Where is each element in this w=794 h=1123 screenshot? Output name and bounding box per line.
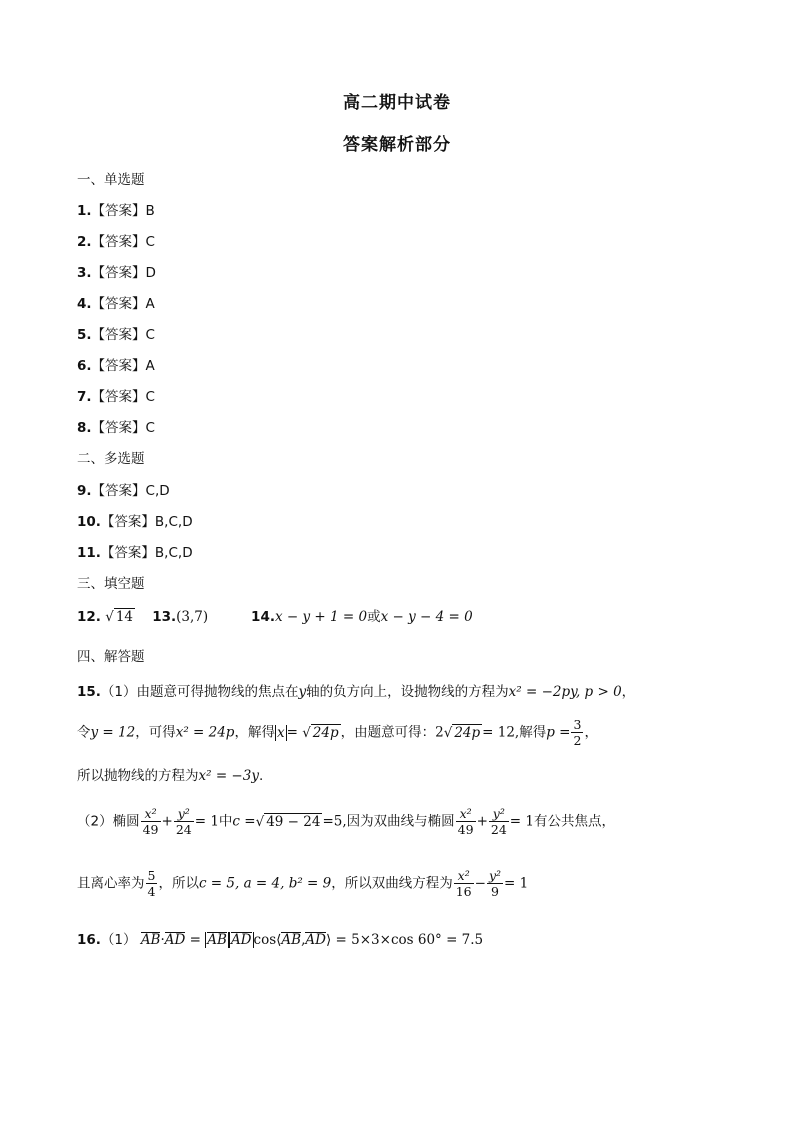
question-number: 14. <box>251 609 275 625</box>
numerator: y² <box>174 806 194 822</box>
answer-value: C <box>145 234 155 250</box>
equation: = 1 <box>194 813 219 830</box>
denominator: 9 <box>491 884 499 899</box>
answer-tag: 【答案】 <box>91 483 146 499</box>
answer-tag: 【答案】 <box>91 420 146 436</box>
vector-ab: AB <box>281 932 302 948</box>
answer-row-9 <box>77 479 170 499</box>
answer-tag: 【答案】 <box>91 358 146 374</box>
answer-row-1 <box>77 199 155 219</box>
numerator: x² <box>456 806 476 822</box>
text: 中 <box>218 813 233 830</box>
text: ，所以双曲线方程为 <box>331 875 453 892</box>
part-label: （1） <box>100 684 137 700</box>
radicand: 14 <box>115 609 134 625</box>
denominator: 2 <box>573 733 582 748</box>
sqrt-expression: √ 24p <box>443 724 481 741</box>
operator: = <box>189 932 201 948</box>
fraction <box>454 868 474 899</box>
fraction <box>489 806 509 837</box>
question-number: 6. <box>77 358 92 374</box>
text: 令 <box>77 724 91 741</box>
text: 有公共焦点， <box>534 813 615 830</box>
coefficient: 2 <box>435 724 444 741</box>
radicand: 24p <box>312 724 339 741</box>
vector-ad: AD <box>305 932 326 948</box>
numerator: y² <box>488 868 502 883</box>
fill-answers-row <box>77 605 473 625</box>
radicand: 49 − 24 <box>266 813 321 830</box>
radicand: 24p <box>454 724 481 741</box>
numerator: y² <box>489 806 509 822</box>
answer-row-10 <box>77 510 193 530</box>
equation: y = 12 <box>90 724 136 741</box>
sqrt-expression: √ 24p <box>302 724 339 741</box>
q15-line-5 <box>77 868 528 899</box>
answer-value: C <box>145 327 155 343</box>
equation: x² = −2py, p > 0 <box>508 684 622 700</box>
question-number: 5. <box>77 327 92 343</box>
denominator: 49 <box>142 822 159 837</box>
fraction <box>174 806 194 837</box>
equation: c = 5, a = 4, b² = 9 <box>198 875 332 892</box>
answer-tag: 【答案】 <box>91 234 146 250</box>
vector-ab: AB <box>140 932 161 948</box>
equation: x − y − 4 = 0 <box>380 609 473 625</box>
q15-line-3 <box>77 764 263 784</box>
numerator: 5 <box>147 868 156 883</box>
operator: + <box>161 813 173 830</box>
fraction <box>456 806 476 837</box>
vector-ab: AB <box>207 932 227 948</box>
equation: c = <box>232 813 256 830</box>
equation: = 1 <box>504 875 529 892</box>
section-multi-choice: 二、多选题 <box>77 451 145 467</box>
answer-row-8 <box>77 416 155 436</box>
text: 解得 <box>519 724 547 741</box>
section-fill-blank: 三、填空题 <box>77 576 145 592</box>
answer-value: D <box>145 265 156 281</box>
answer-tag: 【答案】 <box>100 545 155 561</box>
page-subtitle: 答案解析部分 <box>343 135 451 155</box>
numerator: 3 <box>573 717 582 732</box>
part-label: （1） <box>100 932 137 948</box>
vector-ad: AD <box>230 932 252 948</box>
denominator: 24 <box>175 822 192 837</box>
answer-tag: 【答案】 <box>91 389 146 405</box>
part-label: （2）椭圆 <box>77 813 140 830</box>
text: ， <box>621 684 636 700</box>
answer-value: C <box>145 420 155 436</box>
or-label: 或 <box>367 609 381 625</box>
page-title: 高二期中试卷 <box>343 93 451 113</box>
answer-row-5 <box>77 323 155 343</box>
question-number: 4. <box>77 296 92 312</box>
text: 且离心率为 <box>77 875 145 892</box>
answer-value: B <box>145 203 155 219</box>
equation: x − y + 1 = 0 <box>274 609 368 625</box>
question-number: 10. <box>77 514 101 530</box>
absolute-value: x <box>276 724 285 741</box>
question-number: 7. <box>77 389 92 405</box>
text: ， <box>584 724 598 741</box>
q16-line-1: 16.（1） AB·AD = AB AD cos⟨AB,AD⟩ = 5×3×cos 60° = 7.5 <box>77 932 484 948</box>
question-number: 3. <box>77 265 92 281</box>
answer-tag: 【答案】 <box>91 327 146 343</box>
answer-value: A <box>145 358 155 374</box>
text: 所以抛物线的方程为 <box>77 768 199 784</box>
numerator: x² <box>454 868 474 884</box>
answer-row-2 <box>77 230 155 250</box>
answer-tag: 【答案】 <box>91 265 146 281</box>
fraction <box>141 806 161 837</box>
answer-row-4 <box>77 292 155 312</box>
cos-label: cos <box>253 932 277 948</box>
text: 轴的负方向上，设抛物线的方程为 <box>306 684 509 700</box>
text: . <box>258 768 264 784</box>
vector-ad: AD <box>164 932 186 948</box>
text: ，解得 <box>234 724 275 741</box>
denominator: 49 <box>457 822 474 837</box>
fraction <box>571 717 583 748</box>
question-number: 13. <box>152 609 177 625</box>
answer-tag: 【答案】 <box>91 296 146 312</box>
equation: p = <box>546 724 571 741</box>
denominator: 4 <box>147 884 156 899</box>
question-number: 15. <box>77 684 101 700</box>
text: ，所以 <box>158 875 199 892</box>
denominator: 24 <box>490 822 507 837</box>
section-solve: 四、解答题 <box>77 649 145 665</box>
answer-value: (3,7) <box>176 609 209 625</box>
answer-row-6 <box>77 354 155 374</box>
question-number: 9. <box>77 483 92 499</box>
equation: = 1 <box>509 813 534 830</box>
answer-value: B,C,D <box>154 514 193 530</box>
question-number: 16. <box>77 932 101 948</box>
equation: x² = 24p <box>175 724 235 741</box>
operator: + <box>476 813 488 830</box>
section-single-choice: 一、单选题 <box>77 172 145 188</box>
equation: = <box>286 724 303 741</box>
equation: x² = −3y <box>198 768 259 784</box>
q15-line-1 <box>77 680 635 700</box>
answer-value: B,C,D <box>154 545 193 561</box>
answer-tag: 【答案】 <box>91 203 146 219</box>
denominator: 16 <box>455 884 472 899</box>
q15-line-4 <box>77 806 615 837</box>
text: ，可得 <box>135 724 176 741</box>
question-number: 8. <box>77 420 92 436</box>
question-number: 11. <box>77 545 101 561</box>
answer-row-3 <box>77 261 156 281</box>
sqrt-expression: √ 49 − 24 <box>255 813 321 830</box>
answer-tag: 【答案】 <box>100 514 155 530</box>
answer-value: C <box>145 389 155 405</box>
text: 由题意可得抛物线的焦点在 <box>136 684 299 700</box>
answer-row-7 <box>77 385 155 405</box>
text: ，由题意可得： <box>340 724 436 741</box>
numerator: x² <box>141 806 161 822</box>
question-number: 2. <box>77 234 92 250</box>
equation: = 5×3×cos 60° = 7.5 <box>335 932 484 948</box>
answer-value: A <box>145 296 155 312</box>
operator: − <box>474 875 486 892</box>
fraction <box>487 868 503 899</box>
equation: =5, <box>322 813 347 830</box>
q15-line-2 <box>77 717 598 748</box>
sqrt-expression: √ 14 <box>105 609 134 625</box>
fraction <box>146 868 158 899</box>
question-number: 1. <box>77 203 92 219</box>
answer-row-11 <box>77 541 193 561</box>
answer-value: C,D <box>145 483 170 499</box>
text: 因为双曲线与椭圆 <box>346 813 455 830</box>
operator: · <box>160 932 165 948</box>
question-number: 12. <box>77 609 101 625</box>
equation: = 12, <box>482 724 520 741</box>
variable: y <box>298 684 307 700</box>
